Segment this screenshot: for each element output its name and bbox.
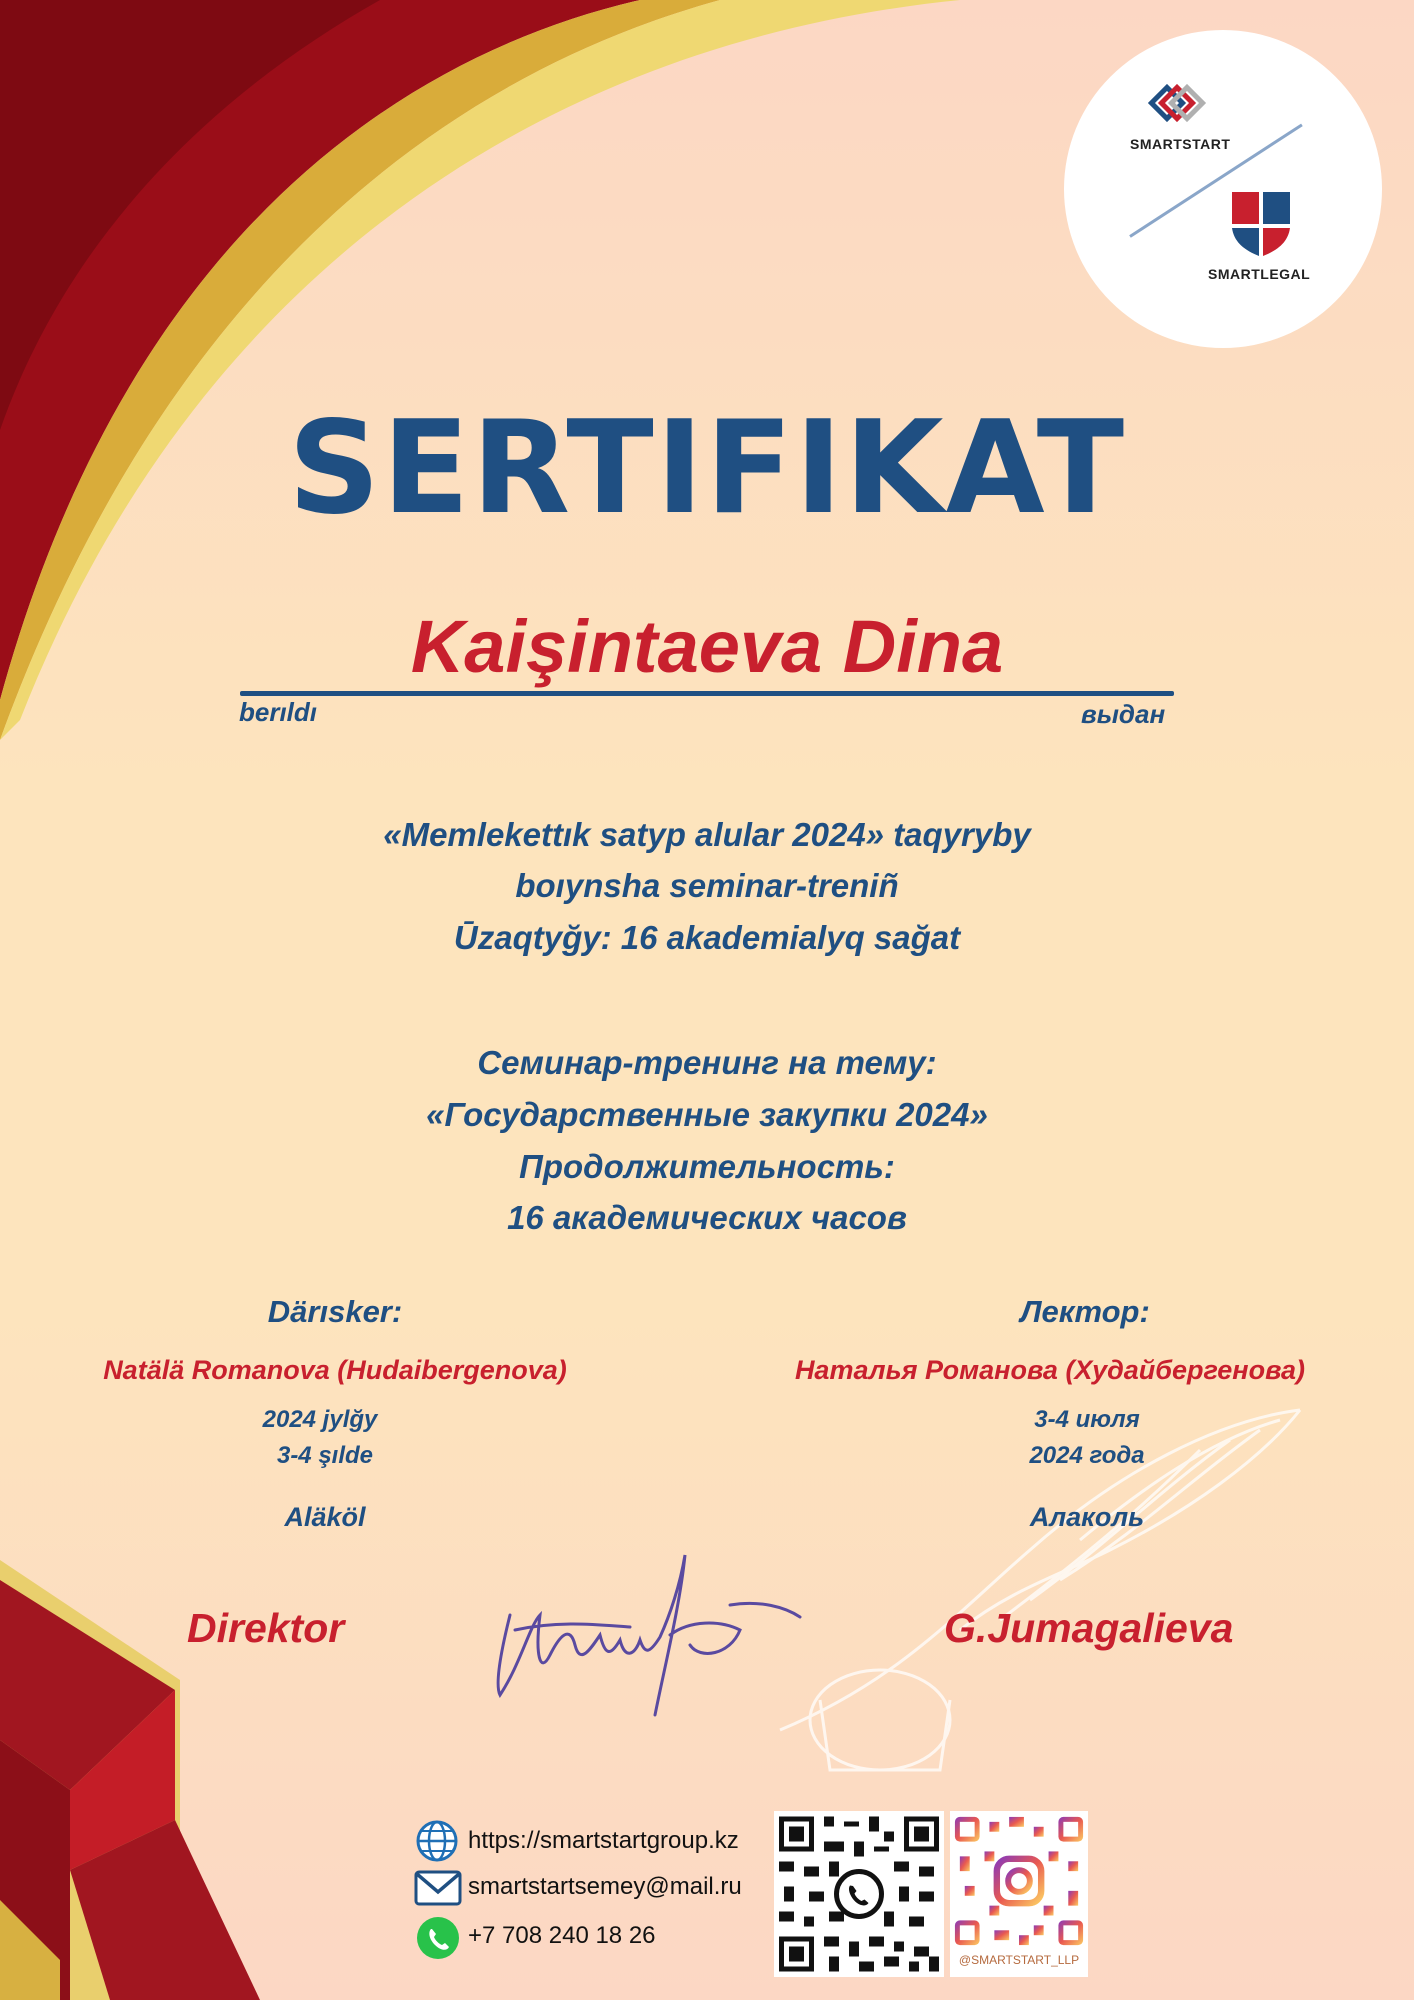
ru-topic-line-1: Семинар-тренинг на тему: <box>477 1044 937 1081</box>
lecturer-heading-kz: Därısker: <box>267 1294 403 1329</box>
signature-mark <box>480 1545 810 1725</box>
whatsapp-icon <box>415 1915 461 1961</box>
globe-icon <box>415 1819 459 1863</box>
lecture-place-ru: Алаколь <box>1029 1502 1145 1532</box>
lecturer-name-ru: Наталья Романова (Худайбергенова) <box>794 1355 1306 1385</box>
ru-topic-line-2: «Государственные закупки 2024» <box>426 1096 988 1133</box>
lecturer-name-kz: Natälä Romanova (Hudaibergenova) <box>103 1355 567 1385</box>
lecture-date-kz-line-1: 2024 jylğy <box>262 1406 378 1433</box>
email-link[interactable]: smartstartsemey@mail.ru <box>468 1873 742 1900</box>
ru-duration-line-1: Продолжительность: <box>519 1148 895 1185</box>
recipient-name: Kaişintaeva Dina <box>410 605 1004 688</box>
director-role: Direktor <box>187 1605 345 1651</box>
smartlegal-logo-text: SMARTLEGAL <box>1208 266 1311 282</box>
name-underline <box>240 691 1174 696</box>
smartstart-logo-text: SMARTSTART <box>1130 136 1231 152</box>
website-link[interactable]: https://smartstartgroup.kz <box>468 1827 739 1854</box>
ru-duration-line-2: 16 академических часов <box>507 1199 907 1236</box>
smartlegal-shield-icon <box>1230 190 1292 260</box>
instagram-handle: @SMARTSTART_LLP <box>958 1953 1080 1967</box>
lecture-date-ru-line-1: 3-4 июля <box>1034 1406 1140 1433</box>
kz-duration-line: Ūzaqtyğy: 16 akademialyq sağat <box>453 919 961 956</box>
issued-label-kz: berıldı <box>239 697 318 727</box>
lecture-place-kz: Aläköl <box>284 1502 366 1532</box>
phone-link[interactable]: +7 708 240 18 26 <box>468 1922 656 1949</box>
lecture-date-kz-line-2: 3-4 şılde <box>276 1442 374 1469</box>
smartstart-logo-icon <box>1148 84 1212 130</box>
mail-icon <box>414 1870 462 1906</box>
lecturer-heading-ru: Лектор: <box>1020 1294 1150 1329</box>
issued-label-ru: выдан <box>1081 699 1166 729</box>
instagram-qr-code[interactable] <box>950 1811 1088 1977</box>
logo-badge <box>1064 30 1382 348</box>
kz-topic-line-2: boıynsha seminar-treniñ <box>515 867 899 904</box>
lecture-date-ru-line-2: 2024 года <box>1029 1442 1145 1469</box>
certificate-title: SERTIFIKAT <box>287 394 1127 543</box>
kz-topic-line-1: «Memlekettık satyp alular 2024» taqyryby <box>383 816 1031 853</box>
director-name: G.Jumagalieva <box>944 1605 1234 1651</box>
whatsapp-qr-code[interactable] <box>774 1811 944 1977</box>
